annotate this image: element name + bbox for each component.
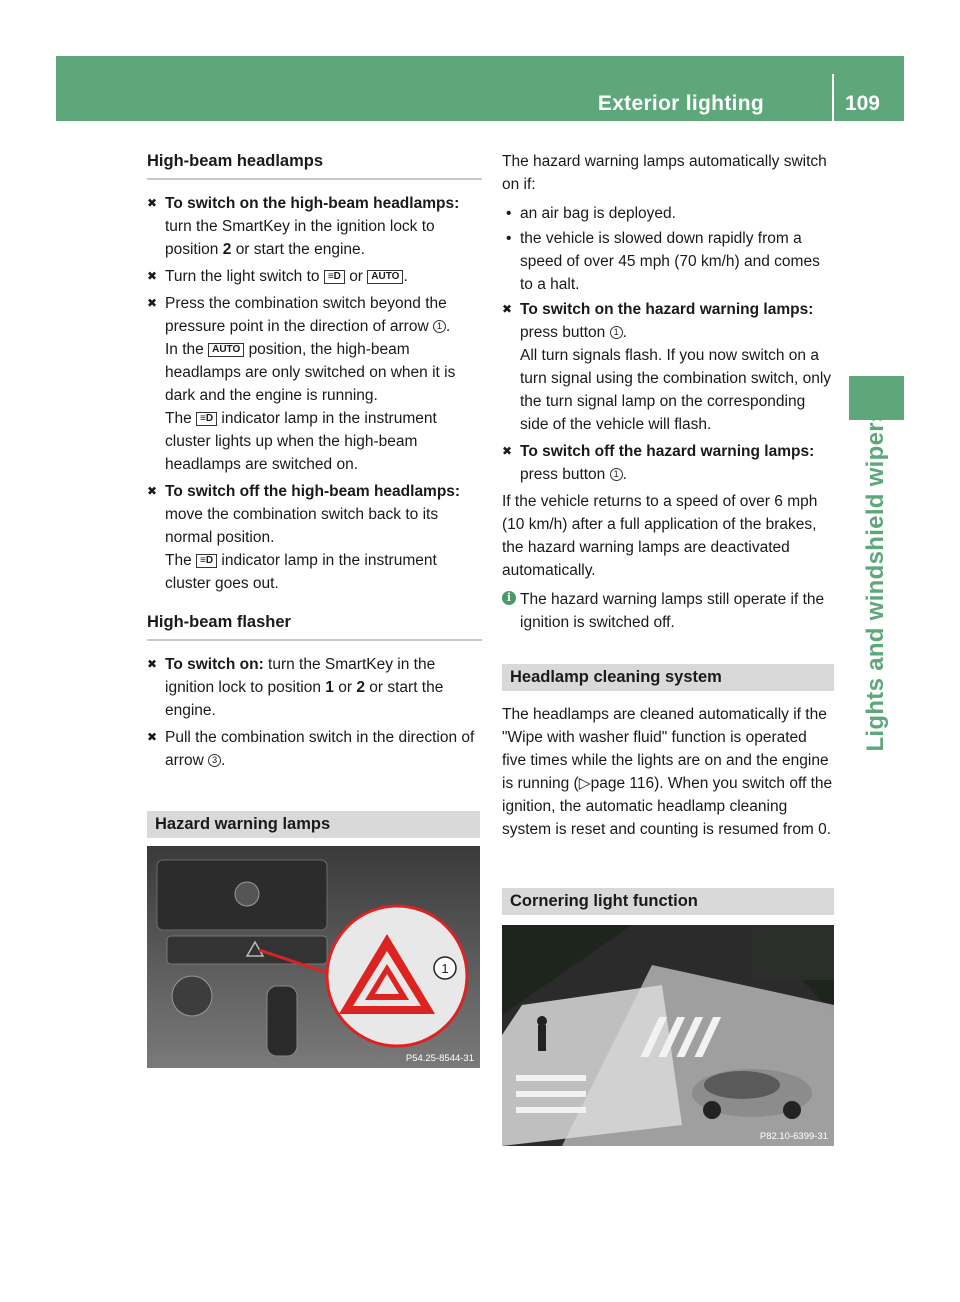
left-column [147, 150, 482, 776]
position-value: 2 [356, 679, 365, 696]
step-text: turn the SmartKey in the ignition lock to position [165, 218, 435, 258]
step-text: Pull the combination switch in the direction of arrow [165, 729, 475, 769]
heading-cornering-light: Cornering light function [502, 888, 834, 915]
step-text: . [403, 268, 408, 285]
cornering-illustration [502, 925, 834, 1146]
callout-number-icon: 1 [433, 320, 446, 333]
info-icon: i [502, 591, 516, 605]
callout-number-icon: 3 [208, 754, 221, 767]
right-column [502, 150, 834, 634]
heading-headlamp-cleaning: Headlamp cleaning system [502, 664, 834, 691]
step-title: To switch on the high-beam headlamps: [165, 195, 460, 212]
step-arrow-icon: ✖ [147, 484, 158, 498]
step-text: turn the SmartKey in the ignition lock to position [165, 656, 436, 696]
step-arrow-icon: ✖ [502, 302, 513, 316]
info-note [502, 588, 834, 634]
bullet-icon: • [506, 230, 512, 247]
high-beam-symbol-icon: ≡D [324, 270, 345, 284]
figure-hazard-button [147, 846, 480, 1068]
step-title: To switch on the hazard warning lamps: [520, 301, 814, 318]
step-text: . [445, 318, 451, 335]
step-text: All turn signals flash. If you now switch on a turn signal using the combination switch, only the turn signal lamp on the corresponding side of the vehicle will flash. [520, 347, 832, 433]
step-hazard-off [502, 440, 834, 486]
position-value: 1 [325, 679, 334, 696]
step-arrow-icon: ✖ [147, 269, 158, 283]
step-light-switch [147, 265, 482, 288]
step-switch-off-high-beam [147, 480, 482, 595]
step-text: or [338, 679, 353, 696]
step-text: . [622, 466, 627, 483]
hazard-intro: The hazard warning lamps automatically switch on if: [502, 153, 827, 193]
page-ref-arrow-icon: ▷ [578, 775, 591, 792]
list-item [502, 227, 834, 296]
figure-code: P54.25-8544-31 [405, 1053, 474, 1064]
step-text: or start the engine. [235, 241, 365, 258]
header-bar [56, 56, 904, 121]
step-text: press button [520, 324, 606, 341]
step-hazard-on [502, 298, 834, 436]
step-text: The [165, 552, 192, 569]
auto-symbol-icon: AUTO [367, 270, 403, 284]
step-text: position, the high-beam headlamps are only switched on when it is dark and the engine is running. [165, 341, 456, 404]
step-flasher-pull [147, 726, 482, 772]
page-reference-link[interactable]: page 116 [590, 775, 655, 792]
step-text: . [622, 324, 627, 341]
callout-number-icon: 1 [610, 468, 623, 481]
step-text: Turn the light switch to [165, 268, 320, 285]
step-arrow-icon: ✖ [147, 296, 158, 310]
dashboard-illustration [147, 846, 480, 1068]
list-item-text: the vehicle is slowed down rapidly from a speed of over 45 mph (70 km/h) and comes to a halt. [520, 230, 820, 293]
step-text: indicator lamp in the instrument cluster lights up when the high-beam headlamps are switched on. [165, 410, 437, 473]
hazard-returns-paragraph: If the vehicle returns to a speed of over 6 mph (10 km/h) after a full application of the brakes, the hazard warning lamps are deactivated automatically. [502, 493, 818, 579]
step-text: move the combination switch back to its normal position. [165, 506, 439, 546]
step-text: or start the engine. [165, 679, 444, 719]
heading-high-beam-flasher: High-beam flasher [147, 611, 482, 641]
paragraph-text: ). When you switch off the ignition, the automatic headlamp cleaning system is reset and counting is resumed from 0. [502, 775, 833, 838]
step-title: To switch off the hazard warning lamps: [520, 443, 815, 460]
header-divider [832, 74, 834, 121]
step-switch-on-high-beam [147, 192, 482, 261]
bullet-icon: • [506, 205, 512, 222]
section-title: Exterior lighting [597, 92, 764, 115]
paragraph-text: The headlamps are cleaned automatically if the "Wipe with washer fluid" function is operated five times while the lights are on and the engine is running ( [502, 706, 829, 792]
step-arrow-icon: ✖ [147, 657, 158, 671]
high-beam-indicator-icon: ≡D [196, 412, 217, 426]
list-item-text: an air bag is deployed. [520, 205, 676, 222]
step-arrow-icon: ✖ [147, 730, 158, 744]
step-text: indicator lamp in the instrument cluster goes out. [165, 552, 437, 592]
step-arrow-icon: ✖ [147, 196, 158, 210]
step-text: Press the combination switch beyond the pressure point in the direction of arrow [165, 295, 447, 335]
step-arrow-icon: ✖ [502, 444, 513, 458]
figure-callout: 1 [441, 961, 449, 976]
step-title: To switch off the high-beam headlamps: [165, 483, 461, 500]
info-note-text: The hazard warning lamps still operate if the ignition is switched off. [520, 591, 825, 631]
step-text: In the [165, 341, 204, 358]
auto-symbol-icon: AUTO [208, 343, 244, 357]
high-beam-indicator-icon: ≡D [196, 554, 217, 568]
step-title: To switch on: [165, 656, 264, 673]
callout-number-icon: 1 [610, 326, 623, 339]
figure-cornering-light [502, 925, 834, 1146]
heading-hazard-warning-lamps: Hazard warning lamps [147, 811, 480, 838]
step-text: . [221, 752, 226, 769]
figure-code: P82.10-6399-31 [759, 1131, 828, 1142]
step-text: press button [520, 466, 606, 483]
heading-high-beam: High-beam headlamps [147, 150, 482, 180]
position-value: 2 [222, 241, 232, 258]
step-text: The [165, 410, 192, 427]
list-item [502, 202, 834, 225]
headlamp-cleaning-paragraph [502, 703, 834, 841]
step-text: or [349, 268, 363, 285]
chapter-label: Lights and windshield wipers [862, 408, 889, 752]
step-press-combination-switch [147, 292, 482, 476]
step-flasher-switch-on [147, 653, 482, 722]
page-number: 109 [844, 92, 880, 115]
